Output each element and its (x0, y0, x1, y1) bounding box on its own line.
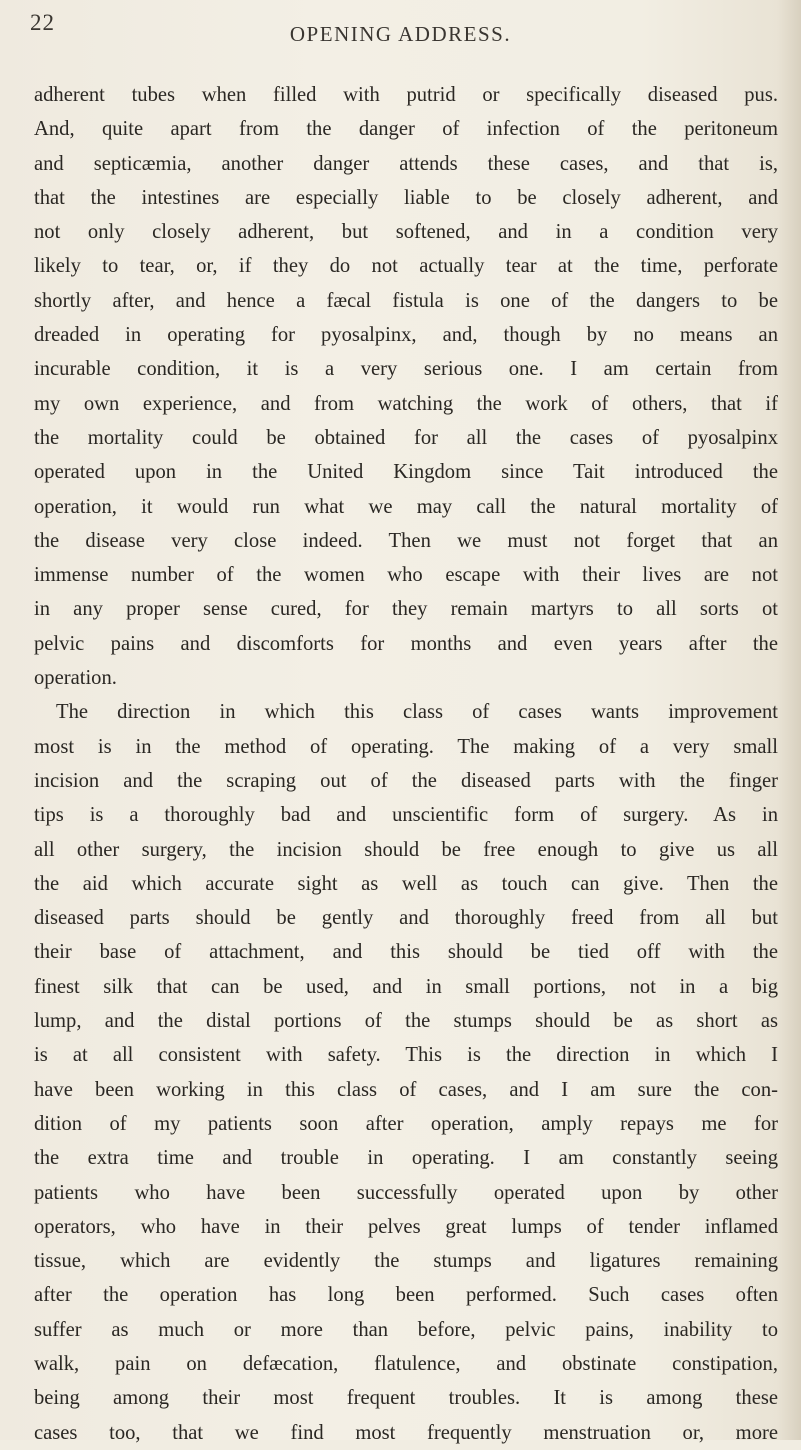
text-line: their base of attachment, and this should be tied off with the (34, 941, 778, 964)
text-line: pelvic pains and discomforts for months and even years after the (34, 632, 778, 655)
text-line: operated upon in the United Kingdom since Tait introduced the (34, 461, 778, 484)
text-line: walk, pain on defæcation, flatulence, and obstinate constipation, (34, 1352, 778, 1375)
text-line: tips is a thoroughly bad and unscientific form of surgery. As in (34, 804, 778, 827)
text-line: after the operation has long been performed. Such cases often (34, 1284, 778, 1307)
text-line: likely to tear, or, if they do not actually tear at the time, perforate (34, 255, 778, 278)
text-line: tissue, which are evidently the stumps and ligatures remaining (34, 1250, 778, 1273)
paragraph-end-line: operation. (34, 667, 117, 690)
text-line: operators, who have in their pelves great lumps of tender inflamed (34, 1215, 778, 1238)
text-line: cases too, that we find most frequently menstruation or, more (34, 1421, 778, 1444)
text-line: adherent tubes when filled with putrid or specifically diseased pus. (34, 84, 778, 106)
text-line: immense number of the women who escape with their lives are not (34, 564, 778, 587)
text-line: the extra time and trouble in operating. I am constantly seeing (34, 1147, 778, 1170)
text-line: that the intestines are especially liable to be closely adherent, and (34, 186, 778, 209)
text-line: shortly after, and hence a fæcal fistula is one of the dangers to be (34, 289, 778, 312)
body-text (34, 78, 778, 1450)
text-line: in any proper sense cured, for they remain martyrs to all sorts ot (34, 598, 778, 621)
text-line: and septicæmia, another danger attends these cases, and that is, (34, 152, 778, 175)
paragraph-start-line: The direction in which this class of cases wants improvement (56, 701, 778, 724)
text-line: is at all consistent with safety. This is the direction in which I (34, 1044, 778, 1067)
text-line: being among their most frequent troubles. It is among these (34, 1387, 778, 1410)
page-number: 22 (30, 10, 55, 35)
text-line: suffer as much or more than before, pelvic pains, inability to (34, 1318, 778, 1341)
text-line: patients who have been successfully operated upon by other (34, 1181, 778, 1204)
text-line: most is in the method of operating. The making of a very small (34, 735, 778, 758)
text-line: the mortality could be obtained for all the cases of pyosalpinx (34, 426, 778, 449)
text-line: operation, it would run what we may call the natural mortality of (34, 495, 778, 518)
text-line: the disease very close indeed. Then we must not forget that an (34, 529, 778, 552)
text-line: not only closely adherent, but softened, and in a condition very (34, 221, 778, 244)
text-line: lump, and the distal portions of the stumps should be as short as (34, 1010, 778, 1033)
text-line: my own experience, and from watching the work of others, that if (34, 392, 778, 415)
running-head: OPENING ADDRESS. (289, 22, 512, 46)
text-line: have been working in this class of cases, and I am sure the con- (34, 1078, 778, 1101)
text-line: dition of my patients soon after operation, amply repays me for (34, 1112, 778, 1135)
text-line: all other surgery, the incision should be free enough to give us all (34, 838, 778, 861)
text-line: the aid which accurate sight as well as touch can give. Then the (34, 872, 778, 895)
text-line: incurable condition, it is a very serious one. I am certain from (34, 358, 778, 381)
text-line: incision and the scraping out of the diseased parts with the finger (34, 769, 778, 792)
text-line: finest silk that can be used, and in small portions, not in a big (34, 975, 778, 998)
text-line: diseased parts should be gently and thoroughly freed from all but (34, 907, 778, 930)
text-line: And, quite apart from the danger of infection of the peritoneum (34, 118, 778, 141)
text-line: dreaded in operating for pyosalpinx, and, though by no means an (34, 324, 778, 347)
